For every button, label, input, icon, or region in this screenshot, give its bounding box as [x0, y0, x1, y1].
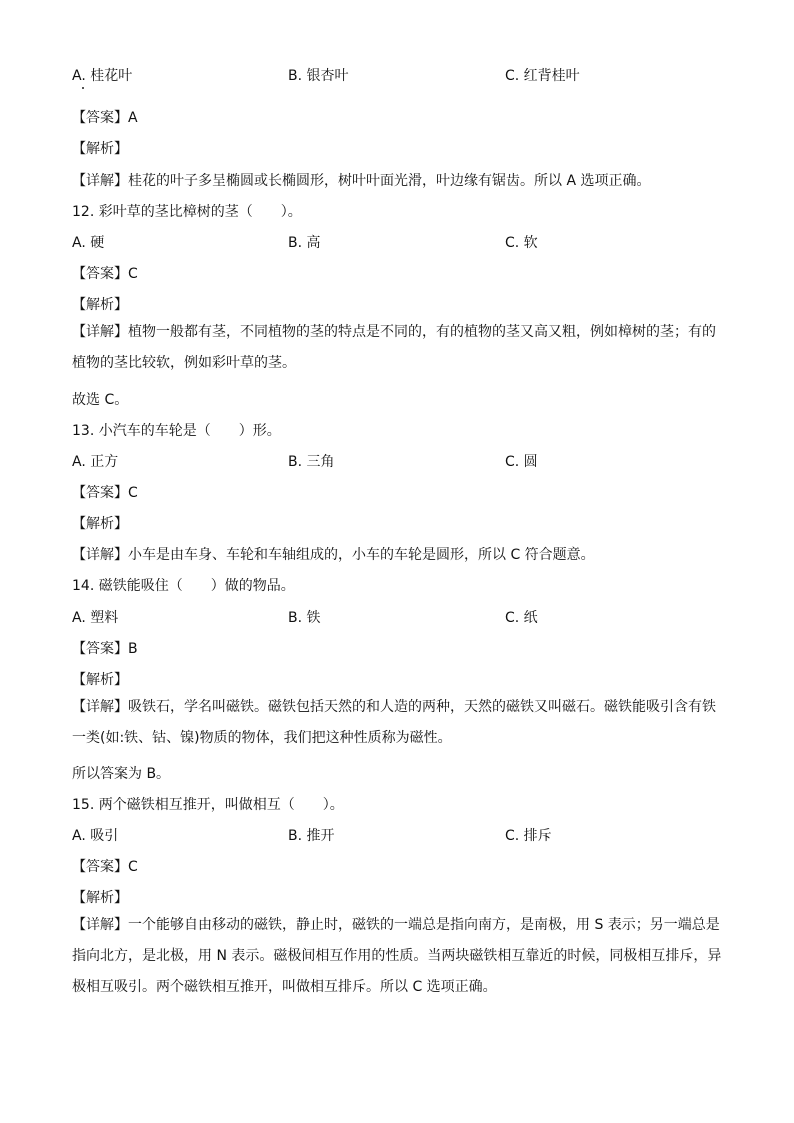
q12-answer: 【答案】C [72, 266, 138, 282]
q13-option-a: A. 正方 [72, 454, 119, 470]
q13-option-b: B. 三角 [288, 454, 335, 470]
q12-option-a: A. 硬 [72, 235, 105, 251]
q13-answer: 【答案】C [72, 485, 138, 501]
q13-question: 13. 小汽车的车轮是（ ）形。 [72, 423, 281, 439]
q12-question: 12. 彩叶草的茎比樟树的茎（ ）。 [72, 204, 302, 220]
q15-analysis-label: 【解析】 [72, 890, 128, 906]
q12-conclusion: 故选 C。 [72, 392, 129, 408]
q11-analysis-label: 【解析】 [72, 141, 128, 157]
q15-detail-line: 极相互吸引。两个磁铁相互推开，叫做相互排斥。所以 C 选项正确。 [72, 979, 497, 995]
q15-detail [72, 910, 720, 1003]
q15-options [72, 826, 732, 846]
q12-options [72, 233, 732, 253]
q12-detail-line: 【详解】植物一般都有茎，不同植物的茎的特点是不同的，有的植物的茎又高又粗，例如樟树的茎；有的 [72, 324, 716, 340]
q15-option-a: A. 吸引 [72, 828, 119, 844]
q14-detail-line: 【详解】吸铁石，学名叫磁铁。磁铁包括天然的和人造的两种，天然的磁铁又叫磁石。磁铁能吸引含有铁 [72, 699, 716, 715]
q11-option-c: C. 红背桂叶 [505, 68, 580, 84]
q11-options [72, 66, 732, 86]
q12-detail [72, 317, 720, 379]
q14-option-a: A. 塑料 [72, 610, 119, 626]
q11-option-a: A. 桂花叶 [72, 68, 133, 84]
q14-detail-line: 一类(如:铁、钴、镍)物质的物体，我们把这种性质称为磁性。 [72, 730, 452, 746]
q14-conclusion: 所以答案为 B。 [72, 766, 171, 782]
q13-options [72, 452, 732, 472]
q13-option-c: C. 圆 [505, 454, 538, 470]
q12-option-b: B. 高 [288, 235, 321, 251]
q14-detail [72, 692, 720, 754]
q15-detail-line: 指向北方，是北极，用 N 表示。磁极间相互作用的性质。当两块磁铁相互靠近的时候，同极相互排斥，异 [72, 948, 722, 964]
q15-answer: 【答案】C [72, 859, 138, 875]
q11-detail: 【详解】桂花的叶子多呈椭圆或长椭圆形，树叶叶面光滑，叶边缘有锯齿。所以 A 选项正确。 [72, 173, 651, 189]
stray-dot [82, 87, 84, 89]
q13-detail: 【详解】小车是由车身、车轮和车轴组成的，小车的车轮是圆形，所以 C 符合题意。 [72, 547, 595, 563]
q14-analysis-label: 【解析】 [72, 672, 128, 688]
q11-option-b: B. 银杏叶 [288, 68, 349, 84]
q11-answer: 【答案】A [72, 110, 138, 126]
q14-option-c: C. 纸 [505, 610, 538, 626]
q15-detail-line: 【详解】一个能够自由移动的磁铁，静止时，磁铁的一端总是指向南方，是南极，用 S 表示；另一端总是 [72, 917, 720, 933]
q14-options [72, 608, 732, 628]
q12-detail-line: 植物的茎比较软，例如彩叶草的茎。 [72, 355, 296, 371]
q12-analysis-label: 【解析】 [72, 297, 128, 313]
q14-question: 14. 磁铁能吸住（ ）做的物品。 [72, 578, 295, 594]
q14-option-b: B. 铁 [288, 610, 321, 626]
q15-option-b: B. 推开 [288, 828, 335, 844]
q12-option-c: C. 软 [505, 235, 538, 251]
q13-analysis-label: 【解析】 [72, 516, 128, 532]
q15-question: 15. 两个磁铁相互推开，叫做相互（ ）。 [72, 797, 344, 813]
q15-option-c: C. 排斥 [505, 828, 552, 844]
q14-answer: 【答案】B [72, 641, 138, 657]
